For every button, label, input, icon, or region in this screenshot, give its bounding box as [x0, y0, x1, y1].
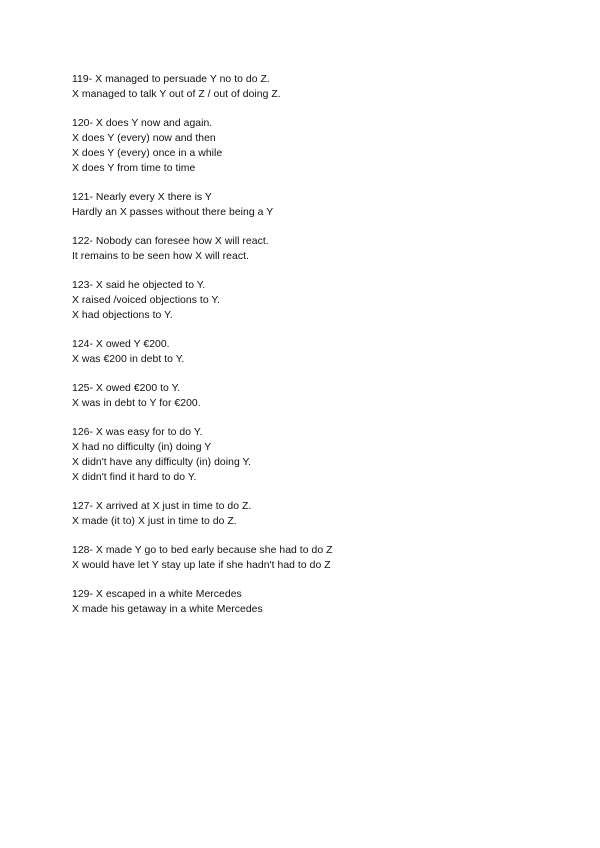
- entry-line: 128- X made Y go to bed early because she had to do Z: [72, 545, 333, 556]
- entry-line: X didn't find it hard to do Y.: [72, 472, 197, 483]
- entry-line: 119- X managed to persuade Y no to do Z.: [72, 74, 270, 85]
- entry-line: X made his getaway in a white Mercedes: [72, 604, 263, 615]
- entry-119: [72, 72, 572, 102]
- entry-line: X didn't have any difficulty (in) doing Y.: [72, 457, 252, 468]
- entry-line: X was €200 in debt to Y.: [72, 354, 185, 365]
- entry-128: [72, 543, 572, 573]
- entry-123: [72, 278, 572, 323]
- entry-line: 123- X said he objected to Y.: [72, 280, 206, 291]
- entry-127: [72, 499, 572, 529]
- entry-line: X was in debt to Y for €200.: [72, 398, 201, 409]
- entry-line: X does Y (every) now and then: [72, 133, 216, 144]
- entry-129: [72, 587, 572, 617]
- entry-line: X would have let Y stay up late if she hadn't had to do Z: [72, 560, 331, 571]
- entry-line: X had objections to Y.: [72, 310, 173, 321]
- entry-line: 121- Nearly every X there is Y: [72, 192, 212, 203]
- entry-line: X raised /voiced objections to Y.: [72, 295, 220, 306]
- entry-line: 122- Nobody can foresee how X will react.: [72, 236, 269, 247]
- entry-line: 126- X was easy for to do Y.: [72, 427, 203, 438]
- entry-line: 129- X escaped in a white Mercedes: [72, 589, 242, 600]
- entry-line: X managed to talk Y out of Z / out of doing Z.: [72, 89, 281, 100]
- entry-line: X does Y from time to time: [72, 163, 196, 174]
- entry-line: Hardly an X passes without there being a Y: [72, 207, 274, 218]
- entry-line: X had no difficulty (in) doing Y: [72, 442, 212, 453]
- entry-124: [72, 337, 572, 367]
- entry-line: 125- X owed €200 to Y.: [72, 383, 181, 394]
- entry-121: [72, 190, 572, 220]
- entry-line: It remains to be seen how X will react.: [72, 251, 249, 262]
- entry-126: [72, 425, 572, 485]
- entry-line: 120- X does Y now and again.: [72, 118, 213, 129]
- entry-line: 124- X owed Y €200.: [72, 339, 170, 350]
- entry-line: X made (it to) X just in time to do Z.: [72, 516, 237, 527]
- entry-125: [72, 381, 572, 411]
- entry-line: X does Y (every) once in a while: [72, 148, 223, 159]
- entry-120: [72, 116, 572, 176]
- entry-122: [72, 234, 572, 264]
- entry-line: 127- X arrived at X just in time to do Z.: [72, 501, 252, 512]
- document-body: [72, 72, 572, 631]
